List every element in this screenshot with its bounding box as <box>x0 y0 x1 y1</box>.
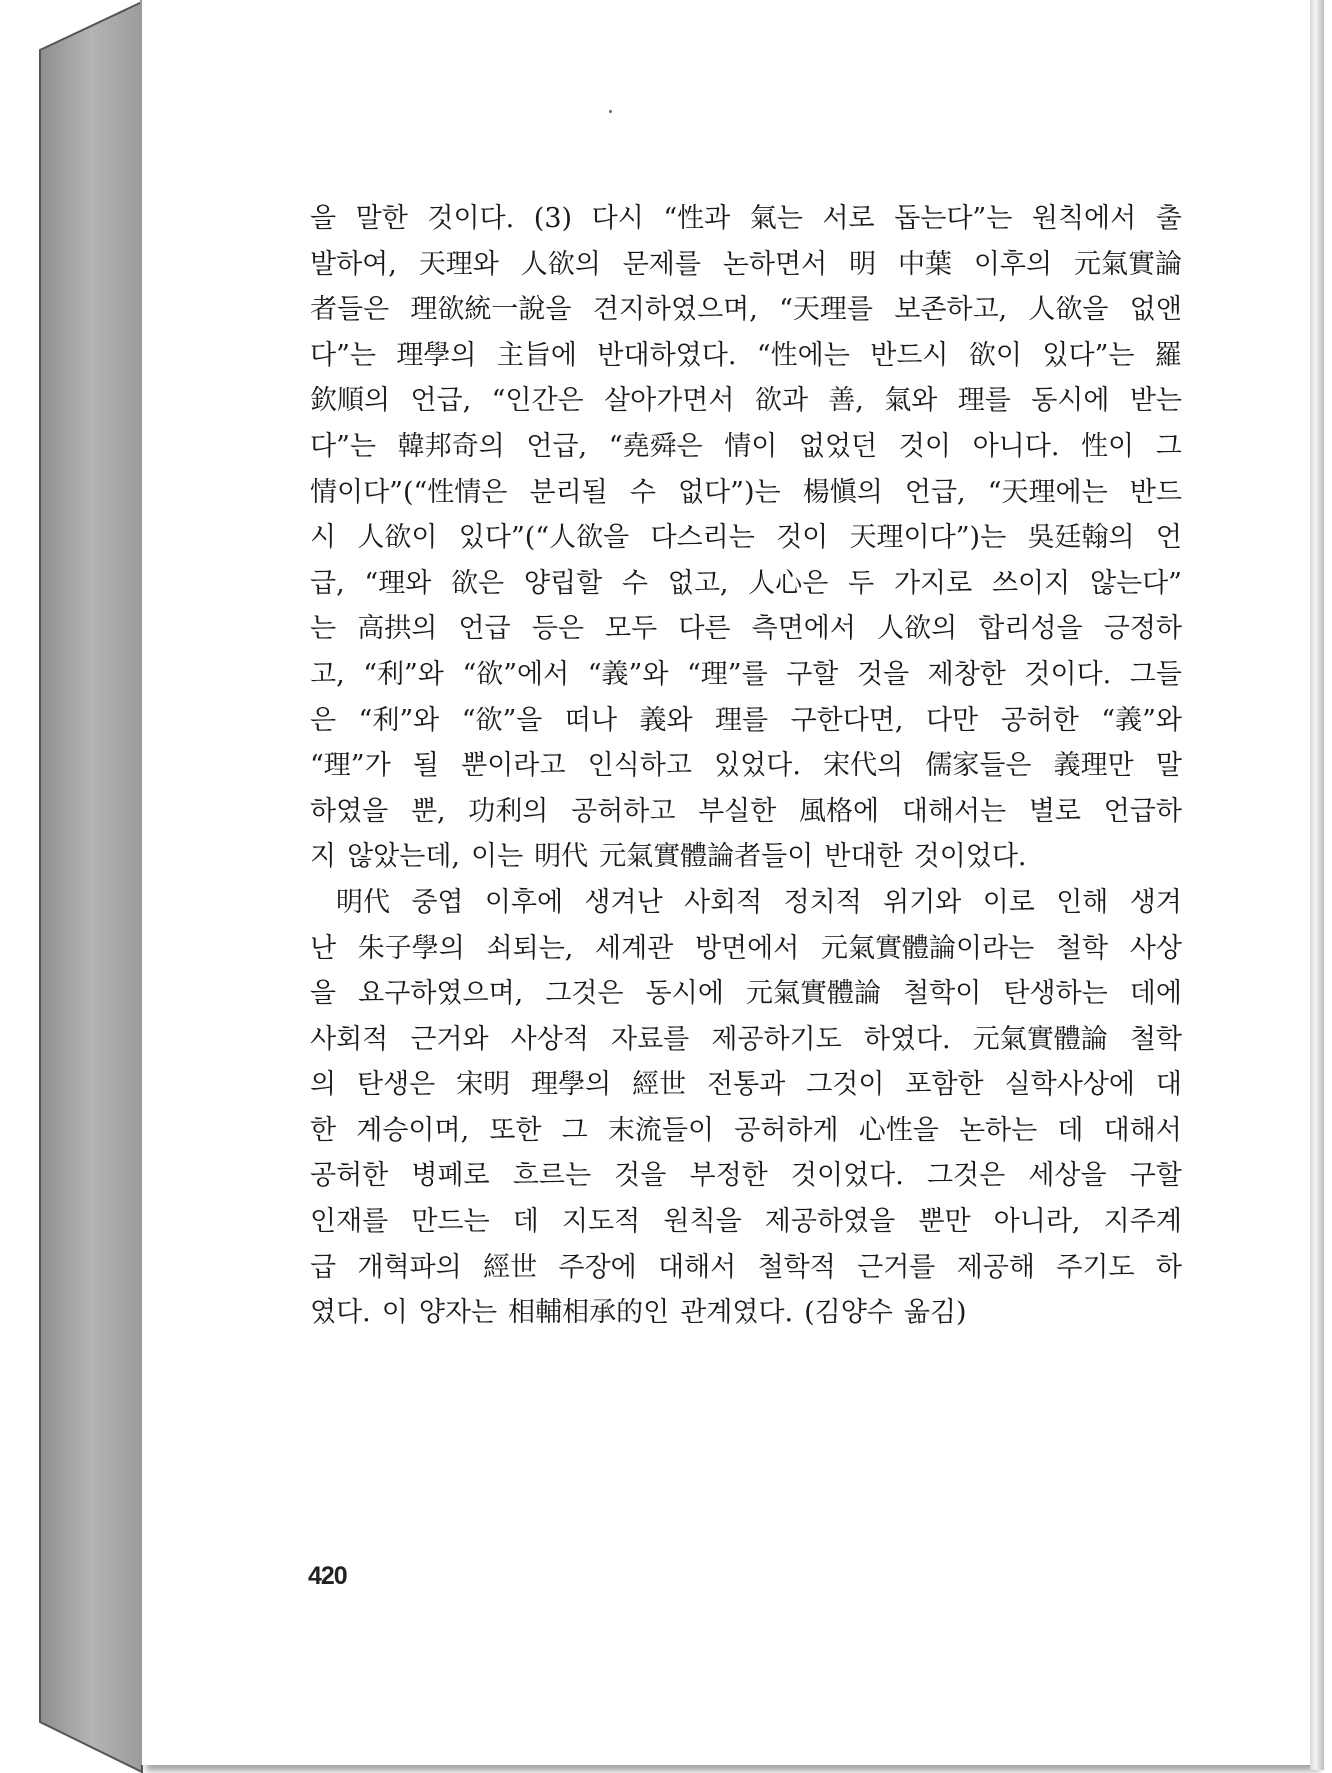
paragraph1-line: 하였을 뿐, 功利의 공허하고 부실한 風格에 대해서는 별로 언급하 <box>310 795 1182 827</box>
paragraph1-line: 을 말한 것이다. (3) 다시 “性과 氣는 서로 돕는다”는 원칙에서 출 <box>310 203 1182 234</box>
paragraph1-line: 는 高拱의 언급 등은 모두 다른 측면에서 人欲의 합리성을 긍정하 <box>310 613 1182 645</box>
paragraph2-line: 였다. 이 양자는 相輔相承的인 관계였다. (김양수 옮김) <box>310 1297 967 1329</box>
page-number: 420 <box>308 1562 347 1590</box>
book-spine <box>0 0 160 1773</box>
paragraph2-line: 급 개혁파의 經世 주장에 대해서 철학적 근거를 제공해 주기도 하 <box>310 1251 1182 1283</box>
paragraph1-line: 시 人欲이 있다”(“人欲을 다스리는 것이 天理이다”)는 吳廷翰의 언 <box>310 522 1182 554</box>
paragraph2-line: 사회적 근거와 사상적 자료를 제공하기도 하였다. 元氣實體論 철학 <box>310 1023 1182 1055</box>
paragraph1-line: 지 않았는데, 이는 明代 元氣實體論者들이 반대한 것이었다. <box>310 841 1027 873</box>
paragraph1-line: 欽順의 언급, “인간은 살아가면서 欲과 善, 氣와 理를 동시에 받는 <box>310 385 1182 417</box>
paragraph1-line: 고, “利”와 “欲”에서 “義”와 “理”를 구할 것을 제창한 것이다. 그들 <box>310 658 1182 690</box>
paragraph-2 <box>310 880 1182 1336</box>
paragraph1-line: 다”는 理學의 主旨에 반대하였다. “性에는 반드시 欲이 있다”는 羅 <box>310 339 1182 371</box>
paragraph2-line: 의 탄생은 宋明 理學의 經世 전통과 그것이 포함한 실학사상에 대 <box>310 1069 1182 1101</box>
paragraph2-line: 을 요구하였으며, 그것은 동시에 元氣實體論 철학이 탄생하는 데에 <box>310 978 1182 1010</box>
paragraph1-line: 발하여, 天理와 人欲의 문제를 논하면서 明 中葉 이후의 元氣實論 <box>310 248 1182 280</box>
paragraph2-line: 인재를 만드는 데 지도적 원칙을 제공하였을 뿐만 아니라, 지주계 <box>310 1206 1182 1238</box>
paragraph1-line: 情이다”(“性情은 분리될 수 없다”)는 楊愼의 언급, “天理에는 반드 <box>310 476 1182 508</box>
paragraph1-line: 은 “利”와 “欲”을 떠나 義와 理를 구한다면, 다만 공허한 “義”와 <box>310 704 1182 736</box>
paragraph2-line: 明代 중엽 이후에 생겨난 사회적 정치적 위기와 이로 인해 생겨 <box>336 886 1182 918</box>
paragraph1-line: “理”가 될 뿐이라고 인식하고 있었다. 宋代의 儒家들은 義理만 말 <box>310 750 1182 782</box>
page-edge <box>1310 0 1324 1770</box>
paragraph1-line: 다”는 韓邦奇의 언급, “堯舜은 情이 없었던 것이 아니다. 性이 그 <box>310 430 1182 462</box>
paragraph2-line: 한 계승이며, 또한 그 末流들이 공허하게 心性을 논하는 데 대해서 <box>310 1114 1182 1146</box>
paragraph1-line: 급, “理와 欲은 양립할 수 없고, 人心은 두 가지로 쓰이지 않는다” <box>310 567 1182 599</box>
paragraph2-line: 난 朱子學의 쇠퇴는, 세계관 방면에서 元氣實體論이라는 철학 사상 <box>310 932 1182 964</box>
body-text <box>310 196 1182 1336</box>
paragraph-1 <box>310 196 1182 880</box>
paragraph1-line: 者들은 理欲統一說을 견지하였으며, “天理를 보존하고, 人欲을 없앤 <box>310 294 1182 326</box>
paragraph2-line: 공허한 병폐로 흐르는 것을 부정한 것이었다. 그것은 세상을 구할 <box>310 1160 1182 1192</box>
scan-speck <box>609 110 612 113</box>
